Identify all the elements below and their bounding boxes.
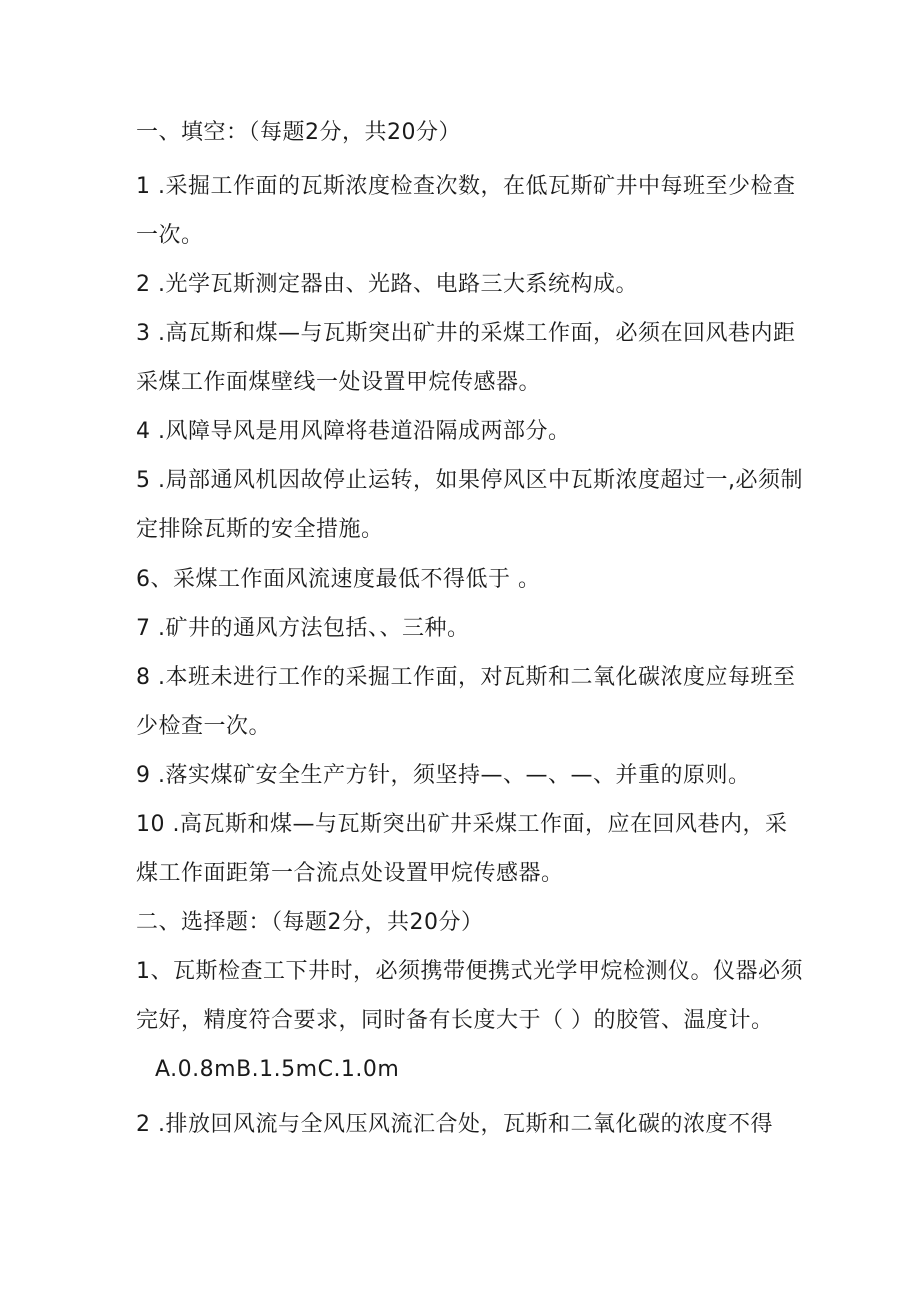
question-5-line-1: 5 .局部通风机因故停止运转，如果停风区中瓦斯浓度超过一,必须制 [136, 468, 803, 493]
choice-1-line-2: 完好，精度符合要求，同时备有长度大于（ ）的胶管、温度计。 [136, 1008, 774, 1033]
question-8-line-1: 8 .本班未进行工作的采掘工作面，对瓦斯和二氧化碳浓度应每班至 [136, 665, 796, 690]
question-10-line-1: 10 .高瓦斯和煤—与瓦斯突出矿井采煤工作面，应在回风巷内，采 [136, 812, 788, 837]
question-8-line-2: 少检查一次。 [136, 714, 272, 739]
question-4-line-1: 4 .风障导风是用风障将巷道沿隔成两部分。 [136, 419, 571, 444]
choice-1-line-1: 1、瓦斯检查工下井时，必须携带便携式光学甲烷检测仪。仪器必须 [136, 959, 803, 984]
choice-2-line-1: 2 .排放回风流与全风压风流汇合处，瓦斯和二氧化碳的浓度不得 [136, 1112, 773, 1137]
section-heading-fill-in: 一、填空：（每题2分，共20分） [136, 120, 461, 145]
question-3-line-2: 采煤工作面煤壁线一处设置甲烷传感器。 [136, 370, 542, 395]
choice-1-options: A.0.8mB.1.5mC.1.0m [155, 1057, 400, 1082]
question-2-line-1: 2 .光学瓦斯测定器由、光路、电路三大系统构成。 [136, 272, 638, 297]
question-3-line-1: 3 .高瓦斯和煤—与瓦斯突出矿井的采煤工作面，必须在回风巷内距 [136, 321, 796, 346]
question-6-line-1: 6、采煤工作面风流速度最低不得低于 。 [136, 567, 541, 592]
question-7-line-1: 7 .矿井的通风方法包括、、三种。 [136, 616, 470, 641]
question-9-line-1: 9 .落实煤矿安全生产方针，须坚持—、—、—、并重的原则。 [136, 763, 751, 788]
question-1-line-1: 1 .采掘工作面的瓦斯浓度检查次数，在低瓦斯矿井中每班至少检查 [136, 174, 796, 199]
question-1-line-2: 一次。 [136, 223, 204, 248]
section-heading-choice: 二、选择题：（每题2分，共20分） [136, 910, 484, 935]
question-10-line-2: 煤工作面距第一合流点处设置甲烷传感器。 [136, 861, 564, 886]
question-5-line-2: 定排除瓦斯的安全措施。 [136, 517, 384, 542]
